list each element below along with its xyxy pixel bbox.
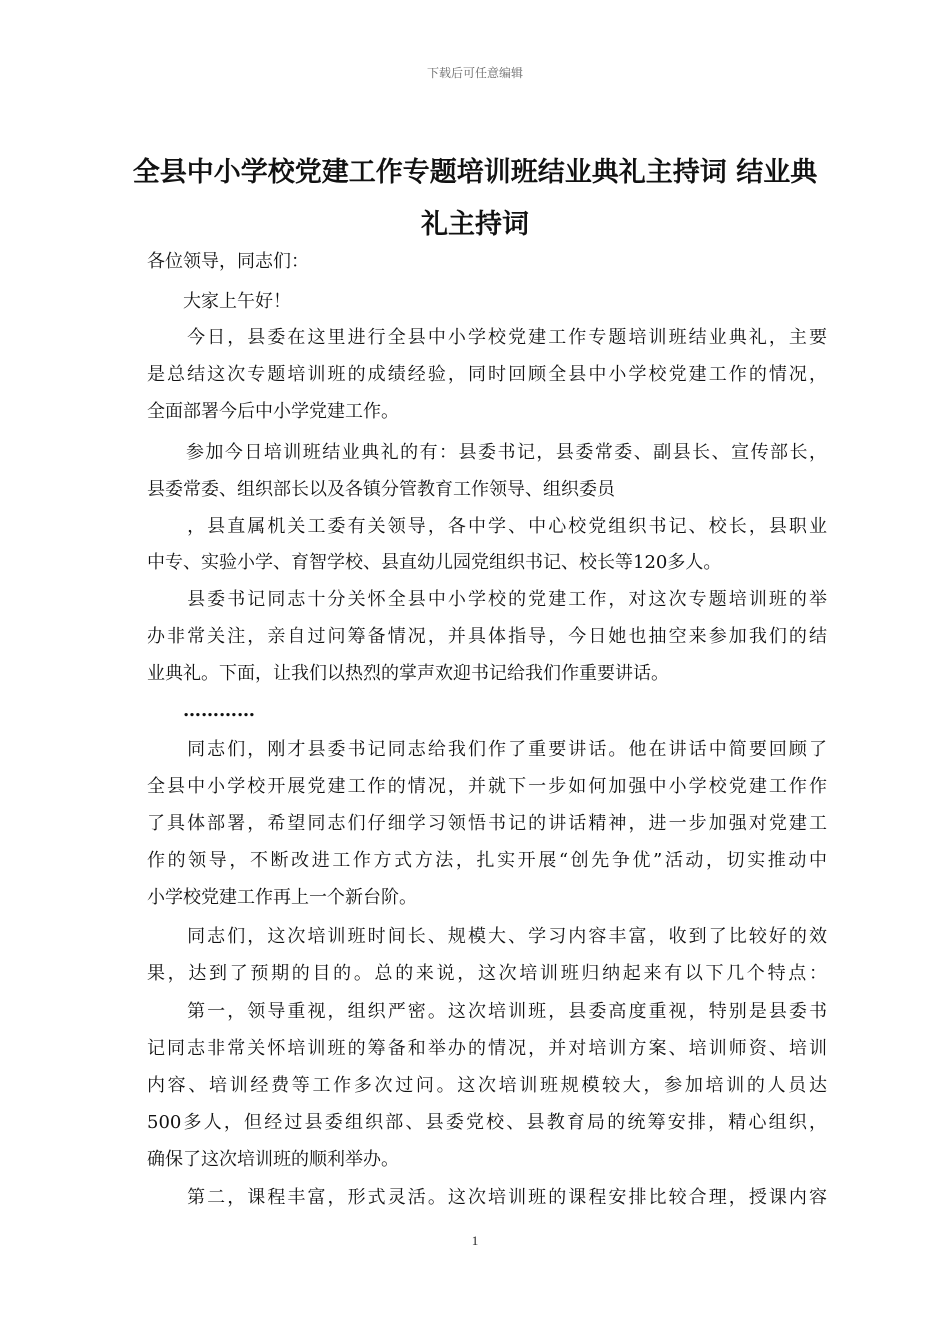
body-line: ，县直属机关工委有关领导，各中学、中心校党组织书记、校长，县职业: [147, 516, 827, 537]
body-line: 了具体部署，希望同志们仔细学习领悟书记的讲话精神，进一步加强对党建工: [147, 813, 827, 834]
body-line: 各位领导，同志们：: [147, 251, 309, 272]
body-line: …………: [147, 700, 255, 721]
body-line: 内容、培训经费等工作多次过问。这次培训班规模较大，参加培训的人员达: [147, 1075, 827, 1096]
body-line: 同志们，刚才县委书记同志给我们作了重要讲话。他在讲话中简要回顾了: [147, 739, 827, 760]
body-line: 参加今日培训班结业典礼的有：县委书记，县委常委、副县长、宣传部长，: [147, 442, 827, 463]
header-note: 下载后可任意编辑: [426, 66, 523, 80]
body-line: 今日，县委在这里进行全县中小学校党建工作专题培训班结业典礼，主要: [147, 327, 827, 348]
body-line: 第一，领导重视，组织严密。这次培训班，县委高度重视，特别是县委书: [147, 1001, 827, 1022]
body-line: 是总结这次专题培训班的成绩经验，同时回顾全县中小学校党建工作的情况，: [147, 364, 827, 385]
body-line: 业典礼。下面，让我们以热烈的掌声欢迎书记给我们作重要讲话。: [147, 663, 669, 684]
body-line: 作的领导，不断改进工作方式方法，扎实开展“创先争优”活动，切实推动中: [147, 850, 827, 871]
body-line: 第二，课程丰富，形式灵活。这次培训班的课程安排比较合理，授课内容: [147, 1187, 827, 1208]
body-line: 记同志非常关怀培训班的筹备和举办的情况，并对培训方案、培训师资、培训: [147, 1038, 827, 1059]
body-line: 全面部署今后中小学党建工作。: [147, 401, 399, 422]
body-line: 果，达到了预期的目的。总的来说，这次培训班归纳起来有以下几个特点：: [147, 963, 827, 984]
body-line: 全县中小学校开展党建工作的情况，并就下一步如何加强中小学校党建工作作: [147, 776, 827, 797]
body-line: 中专、实验小学、育智学校、县直幼儿园党组织书记、校长等120多人。: [147, 552, 722, 573]
document-title-line-2: 礼主持词: [421, 209, 529, 240]
body-line: 小学校党建工作再上一个新台阶。: [147, 887, 417, 908]
body-line: 确保了这次培训班的顺利举办。: [147, 1149, 399, 1170]
body-line: 500多人，但经过县委组织部、县委党校、县教育局的统筹安排，精心组织，: [147, 1112, 827, 1133]
body-line: 办非常关注，亲自过问筹备情况，并具体指导，今日她也抽空来参加我们的结: [147, 626, 827, 647]
body-line: 同志们，这次培训班时间长、规模大、学习内容丰富，收到了比较好的效: [147, 926, 827, 947]
page-number: 1: [471, 1233, 479, 1248]
document-title-line-1: 全县中小学校党建工作专题培训班结业典礼主持词 结业典: [132, 157, 818, 188]
body-line: 县委常委、组织部长以及各镇分管教育工作领导、组织委员: [147, 479, 615, 500]
body-line: 大家上午好！: [147, 291, 291, 312]
body-line: 县委书记同志十分关怀全县中小学校的党建工作，对这次专题培训班的举: [147, 589, 827, 610]
